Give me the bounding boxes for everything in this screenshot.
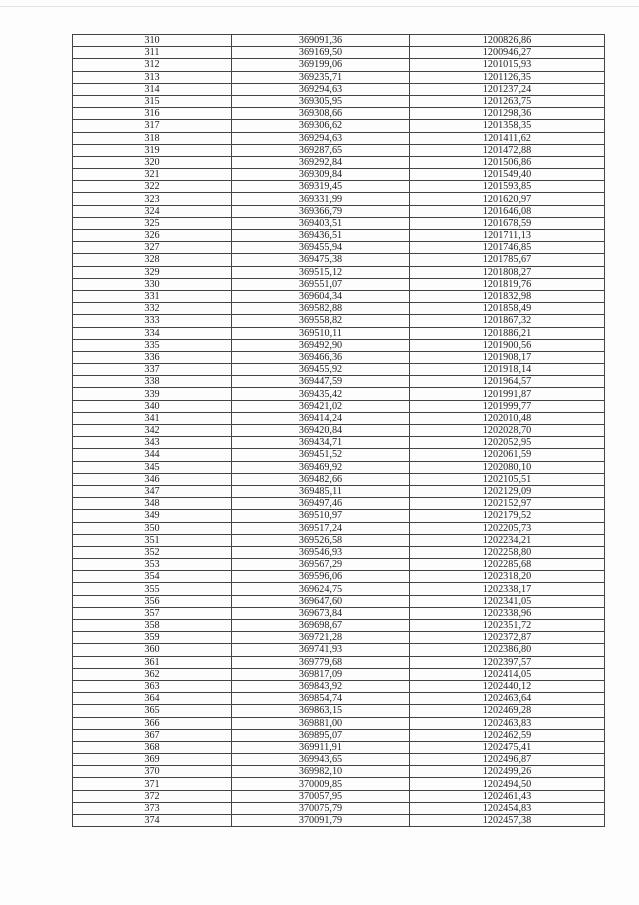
point-number-cell: 327 xyxy=(73,242,232,254)
y-coordinate-cell: 1201900,56 xyxy=(410,339,605,351)
point-number-cell: 322 xyxy=(73,181,232,193)
y-coordinate-cell: 1202028,70 xyxy=(410,425,605,437)
table-row xyxy=(73,437,605,449)
x-coordinate-cell: 369596,06 xyxy=(232,571,410,583)
x-coordinate-cell: 369817,09 xyxy=(232,668,410,680)
point-number-cell: 366 xyxy=(73,717,232,729)
table-row xyxy=(73,412,605,424)
y-coordinate-cell: 1201298,36 xyxy=(410,108,605,120)
point-number-cell: 355 xyxy=(73,583,232,595)
point-number-cell: 346 xyxy=(73,473,232,485)
point-number-cell: 321 xyxy=(73,169,232,181)
point-number-cell: 363 xyxy=(73,680,232,692)
x-coordinate-cell: 369895,07 xyxy=(232,729,410,741)
table-row xyxy=(73,485,605,497)
point-number-cell: 318 xyxy=(73,132,232,144)
y-coordinate-cell: 1201646,08 xyxy=(410,205,605,217)
x-coordinate-cell: 369582,88 xyxy=(232,303,410,315)
x-coordinate-cell: 369434,71 xyxy=(232,437,410,449)
point-number-cell: 337 xyxy=(73,364,232,376)
x-coordinate-cell: 369982,10 xyxy=(232,766,410,778)
x-coordinate-cell: 369482,66 xyxy=(232,473,410,485)
table-row xyxy=(73,193,605,205)
y-coordinate-cell: 1202351,72 xyxy=(410,620,605,632)
y-coordinate-cell: 1202397,57 xyxy=(410,656,605,668)
table-row xyxy=(73,400,605,412)
point-number-cell: 373 xyxy=(73,802,232,814)
x-coordinate-cell: 369292,84 xyxy=(232,156,410,168)
y-coordinate-cell: 1201015,93 xyxy=(410,59,605,71)
point-number-cell: 368 xyxy=(73,741,232,753)
x-coordinate-cell: 369091,36 xyxy=(232,35,410,47)
x-coordinate-cell: 369492,90 xyxy=(232,339,410,351)
x-coordinate-cell: 369854,74 xyxy=(232,693,410,705)
point-number-cell: 338 xyxy=(73,376,232,388)
x-coordinate-cell: 369943,65 xyxy=(232,754,410,766)
x-coordinate-cell: 369673,84 xyxy=(232,607,410,619)
x-coordinate-cell: 369287,65 xyxy=(232,144,410,156)
y-coordinate-cell: 1202318,20 xyxy=(410,571,605,583)
y-coordinate-cell: 1202258,80 xyxy=(410,546,605,558)
table-row xyxy=(73,278,605,290)
table-row xyxy=(73,705,605,717)
y-coordinate-cell: 1201991,87 xyxy=(410,388,605,400)
x-coordinate-cell: 369647,60 xyxy=(232,595,410,607)
table-row xyxy=(73,778,605,790)
y-coordinate-cell: 1202105,51 xyxy=(410,473,605,485)
y-coordinate-cell: 1202475,41 xyxy=(410,741,605,753)
point-number-cell: 348 xyxy=(73,498,232,510)
table-row xyxy=(73,632,605,644)
point-number-cell: 372 xyxy=(73,790,232,802)
table-row xyxy=(73,254,605,266)
table-row xyxy=(73,425,605,437)
point-number-cell: 323 xyxy=(73,193,232,205)
point-number-cell: 313 xyxy=(73,71,232,83)
table-row xyxy=(73,290,605,302)
y-coordinate-cell: 1201832,98 xyxy=(410,290,605,302)
table-row xyxy=(73,802,605,814)
point-number-cell: 326 xyxy=(73,230,232,242)
point-number-cell: 329 xyxy=(73,266,232,278)
x-coordinate-cell: 369403,51 xyxy=(232,217,410,229)
point-number-cell: 336 xyxy=(73,351,232,363)
x-coordinate-cell: 369309,84 xyxy=(232,169,410,181)
y-coordinate-cell: 1202052,95 xyxy=(410,437,605,449)
point-number-cell: 334 xyxy=(73,327,232,339)
y-coordinate-cell: 1201472,88 xyxy=(410,144,605,156)
y-coordinate-cell: 1202457,38 xyxy=(410,815,605,827)
x-coordinate-cell: 369455,92 xyxy=(232,364,410,376)
table-row xyxy=(73,656,605,668)
point-number-cell: 364 xyxy=(73,693,232,705)
point-number-cell: 330 xyxy=(73,278,232,290)
x-coordinate-cell: 369235,71 xyxy=(232,71,410,83)
x-coordinate-cell: 369567,29 xyxy=(232,559,410,571)
table-row xyxy=(73,364,605,376)
table-row xyxy=(73,71,605,83)
point-number-cell: 350 xyxy=(73,522,232,534)
coordinates-table-body xyxy=(73,35,605,827)
x-coordinate-cell: 369475,38 xyxy=(232,254,410,266)
x-coordinate-cell: 369779,68 xyxy=(232,656,410,668)
point-number-cell: 353 xyxy=(73,559,232,571)
table-row xyxy=(73,230,605,242)
table-row xyxy=(73,510,605,522)
y-coordinate-cell: 1201785,67 xyxy=(410,254,605,266)
table-row xyxy=(73,339,605,351)
point-number-cell: 359 xyxy=(73,632,232,644)
table-row xyxy=(73,205,605,217)
page-top-rule xyxy=(0,6,639,7)
x-coordinate-cell: 369294,63 xyxy=(232,132,410,144)
y-coordinate-cell: 1201549,40 xyxy=(410,169,605,181)
y-coordinate-cell: 1202372,87 xyxy=(410,632,605,644)
table-row xyxy=(73,595,605,607)
point-number-cell: 367 xyxy=(73,729,232,741)
point-number-cell: 362 xyxy=(73,668,232,680)
y-coordinate-cell: 1202129,09 xyxy=(410,485,605,497)
point-number-cell: 311 xyxy=(73,47,232,59)
y-coordinate-cell: 1202080,10 xyxy=(410,461,605,473)
point-number-cell: 357 xyxy=(73,607,232,619)
point-number-cell: 351 xyxy=(73,534,232,546)
point-number-cell: 342 xyxy=(73,425,232,437)
point-number-cell: 312 xyxy=(73,59,232,71)
x-coordinate-cell: 369721,28 xyxy=(232,632,410,644)
y-coordinate-cell: 1202205,73 xyxy=(410,522,605,534)
y-coordinate-cell: 1201711,13 xyxy=(410,230,605,242)
table-row xyxy=(73,534,605,546)
y-coordinate-cell: 1201819,76 xyxy=(410,278,605,290)
table-row xyxy=(73,741,605,753)
x-coordinate-cell: 369517,24 xyxy=(232,522,410,534)
y-coordinate-cell: 1201620,97 xyxy=(410,193,605,205)
y-coordinate-cell: 1202234,21 xyxy=(410,534,605,546)
point-number-cell: 360 xyxy=(73,644,232,656)
x-coordinate-cell: 369741,93 xyxy=(232,644,410,656)
table-row xyxy=(73,181,605,193)
x-coordinate-cell: 369199,06 xyxy=(232,59,410,71)
table-row xyxy=(73,388,605,400)
table-row xyxy=(73,217,605,229)
x-coordinate-cell: 369515,12 xyxy=(232,266,410,278)
y-coordinate-cell: 1201746,85 xyxy=(410,242,605,254)
y-coordinate-cell: 1201867,32 xyxy=(410,315,605,327)
table-row xyxy=(73,95,605,107)
x-coordinate-cell: 369294,63 xyxy=(232,83,410,95)
point-number-cell: 371 xyxy=(73,778,232,790)
y-coordinate-cell: 1202386,80 xyxy=(410,644,605,656)
y-coordinate-cell: 1201858,49 xyxy=(410,303,605,315)
x-coordinate-cell: 369319,45 xyxy=(232,181,410,193)
table-row xyxy=(73,169,605,181)
table-row xyxy=(73,766,605,778)
point-number-cell: 356 xyxy=(73,595,232,607)
table-row xyxy=(73,546,605,558)
x-coordinate-cell: 369497,46 xyxy=(232,498,410,510)
x-coordinate-cell: 369546,93 xyxy=(232,546,410,558)
table-row xyxy=(73,242,605,254)
x-coordinate-cell: 369435,42 xyxy=(232,388,410,400)
point-number-cell: 374 xyxy=(73,815,232,827)
y-coordinate-cell: 1201411,62 xyxy=(410,132,605,144)
x-coordinate-cell: 369421,02 xyxy=(232,400,410,412)
x-coordinate-cell: 369698,67 xyxy=(232,620,410,632)
point-number-cell: 341 xyxy=(73,412,232,424)
x-coordinate-cell: 369863,15 xyxy=(232,705,410,717)
table-row xyxy=(73,668,605,680)
point-number-cell: 317 xyxy=(73,120,232,132)
y-coordinate-cell: 1201964,57 xyxy=(410,376,605,388)
y-coordinate-cell: 1201126,35 xyxy=(410,71,605,83)
y-coordinate-cell: 1201358,35 xyxy=(410,120,605,132)
x-coordinate-cell: 369558,82 xyxy=(232,315,410,327)
y-coordinate-cell: 1202285,68 xyxy=(410,559,605,571)
table-row xyxy=(73,351,605,363)
point-number-cell: 365 xyxy=(73,705,232,717)
point-number-cell: 331 xyxy=(73,290,232,302)
point-number-cell: 340 xyxy=(73,400,232,412)
point-number-cell: 310 xyxy=(73,35,232,47)
point-number-cell: 361 xyxy=(73,656,232,668)
table-row xyxy=(73,790,605,802)
x-coordinate-cell: 369169,50 xyxy=(232,47,410,59)
table-row xyxy=(73,266,605,278)
point-number-cell: 316 xyxy=(73,108,232,120)
point-number-cell: 370 xyxy=(73,766,232,778)
table-row xyxy=(73,644,605,656)
point-number-cell: 352 xyxy=(73,546,232,558)
table-row xyxy=(73,729,605,741)
table-row xyxy=(73,47,605,59)
y-coordinate-cell: 1201237,24 xyxy=(410,83,605,95)
y-coordinate-cell: 1202461,43 xyxy=(410,790,605,802)
y-coordinate-cell: 1201593,85 xyxy=(410,181,605,193)
table-row xyxy=(73,754,605,766)
point-number-cell: 328 xyxy=(73,254,232,266)
y-coordinate-cell: 1202454,83 xyxy=(410,802,605,814)
y-coordinate-cell: 1201263,75 xyxy=(410,95,605,107)
x-coordinate-cell: 369911,91 xyxy=(232,741,410,753)
x-coordinate-cell: 369331,99 xyxy=(232,193,410,205)
table-row xyxy=(73,583,605,595)
x-coordinate-cell: 369414,24 xyxy=(232,412,410,424)
y-coordinate-cell: 1201908,17 xyxy=(410,351,605,363)
table-row xyxy=(73,717,605,729)
point-number-cell: 339 xyxy=(73,388,232,400)
table-row xyxy=(73,315,605,327)
x-coordinate-cell: 369551,07 xyxy=(232,278,410,290)
y-coordinate-cell: 1201918,14 xyxy=(410,364,605,376)
y-coordinate-cell: 1202061,59 xyxy=(410,449,605,461)
x-coordinate-cell: 370057,95 xyxy=(232,790,410,802)
point-number-cell: 335 xyxy=(73,339,232,351)
point-number-cell: 320 xyxy=(73,156,232,168)
y-coordinate-cell: 1201886,21 xyxy=(410,327,605,339)
table-row xyxy=(73,132,605,144)
table-row xyxy=(73,620,605,632)
x-coordinate-cell: 369436,51 xyxy=(232,230,410,242)
x-coordinate-cell: 369469,92 xyxy=(232,461,410,473)
table-row xyxy=(73,693,605,705)
x-coordinate-cell: 369881,00 xyxy=(232,717,410,729)
x-coordinate-cell: 369466,36 xyxy=(232,351,410,363)
point-number-cell: 345 xyxy=(73,461,232,473)
table-row xyxy=(73,559,605,571)
point-number-cell: 332 xyxy=(73,303,232,315)
x-coordinate-cell: 369455,94 xyxy=(232,242,410,254)
y-coordinate-cell: 1202338,17 xyxy=(410,583,605,595)
y-coordinate-cell: 1202152,97 xyxy=(410,498,605,510)
y-coordinate-cell: 1202462,59 xyxy=(410,729,605,741)
table-row xyxy=(73,144,605,156)
y-coordinate-cell: 1201678,59 xyxy=(410,217,605,229)
y-coordinate-cell: 1202469,28 xyxy=(410,705,605,717)
x-coordinate-cell: 370091,79 xyxy=(232,815,410,827)
y-coordinate-cell: 1201999,77 xyxy=(410,400,605,412)
point-number-cell: 358 xyxy=(73,620,232,632)
coordinates-table xyxy=(72,34,605,827)
y-coordinate-cell: 1202010,48 xyxy=(410,412,605,424)
y-coordinate-cell: 1202338,96 xyxy=(410,607,605,619)
table-row xyxy=(73,473,605,485)
table-row xyxy=(73,156,605,168)
table-row xyxy=(73,815,605,827)
x-coordinate-cell: 369624,75 xyxy=(232,583,410,595)
point-number-cell: 354 xyxy=(73,571,232,583)
point-number-cell: 324 xyxy=(73,205,232,217)
table-row xyxy=(73,120,605,132)
y-coordinate-cell: 1200826,86 xyxy=(410,35,605,47)
y-coordinate-cell: 1200946,27 xyxy=(410,47,605,59)
table-row xyxy=(73,303,605,315)
table-row xyxy=(73,522,605,534)
x-coordinate-cell: 369510,97 xyxy=(232,510,410,522)
y-coordinate-cell: 1201808,27 xyxy=(410,266,605,278)
point-number-cell: 325 xyxy=(73,217,232,229)
point-number-cell: 343 xyxy=(73,437,232,449)
x-coordinate-cell: 369447,59 xyxy=(232,376,410,388)
x-coordinate-cell: 369366,79 xyxy=(232,205,410,217)
point-number-cell: 315 xyxy=(73,95,232,107)
table-row xyxy=(73,35,605,47)
y-coordinate-cell: 1202440,12 xyxy=(410,680,605,692)
x-coordinate-cell: 369604,34 xyxy=(232,290,410,302)
y-coordinate-cell: 1202463,64 xyxy=(410,693,605,705)
table-row xyxy=(73,59,605,71)
x-coordinate-cell: 369843,92 xyxy=(232,680,410,692)
table-row xyxy=(73,498,605,510)
y-coordinate-cell: 1202179,52 xyxy=(410,510,605,522)
y-coordinate-cell: 1202496,87 xyxy=(410,754,605,766)
point-number-cell: 349 xyxy=(73,510,232,522)
x-coordinate-cell: 369305,95 xyxy=(232,95,410,107)
table-row xyxy=(73,83,605,95)
x-coordinate-cell: 370075,79 xyxy=(232,802,410,814)
table-row xyxy=(73,327,605,339)
table-row xyxy=(73,461,605,473)
table-row xyxy=(73,607,605,619)
table-row xyxy=(73,108,605,120)
x-coordinate-cell: 369420,84 xyxy=(232,425,410,437)
x-coordinate-cell: 369526,58 xyxy=(232,534,410,546)
y-coordinate-cell: 1202494,50 xyxy=(410,778,605,790)
x-coordinate-cell: 369306,62 xyxy=(232,120,410,132)
x-coordinate-cell: 369308,66 xyxy=(232,108,410,120)
y-coordinate-cell: 1202463,83 xyxy=(410,717,605,729)
y-coordinate-cell: 1201506,86 xyxy=(410,156,605,168)
table-row xyxy=(73,680,605,692)
point-number-cell: 319 xyxy=(73,144,232,156)
table-row xyxy=(73,376,605,388)
point-number-cell: 347 xyxy=(73,485,232,497)
point-number-cell: 333 xyxy=(73,315,232,327)
y-coordinate-cell: 1202414,05 xyxy=(410,668,605,680)
x-coordinate-cell: 370009,85 xyxy=(232,778,410,790)
y-coordinate-cell: 1202499,26 xyxy=(410,766,605,778)
point-number-cell: 314 xyxy=(73,83,232,95)
point-number-cell: 344 xyxy=(73,449,232,461)
y-coordinate-cell: 1202341,05 xyxy=(410,595,605,607)
table-row xyxy=(73,571,605,583)
point-number-cell: 369 xyxy=(73,754,232,766)
x-coordinate-cell: 369510,11 xyxy=(232,327,410,339)
table-row xyxy=(73,449,605,461)
x-coordinate-cell: 369485,11 xyxy=(232,485,410,497)
x-coordinate-cell: 369451,52 xyxy=(232,449,410,461)
